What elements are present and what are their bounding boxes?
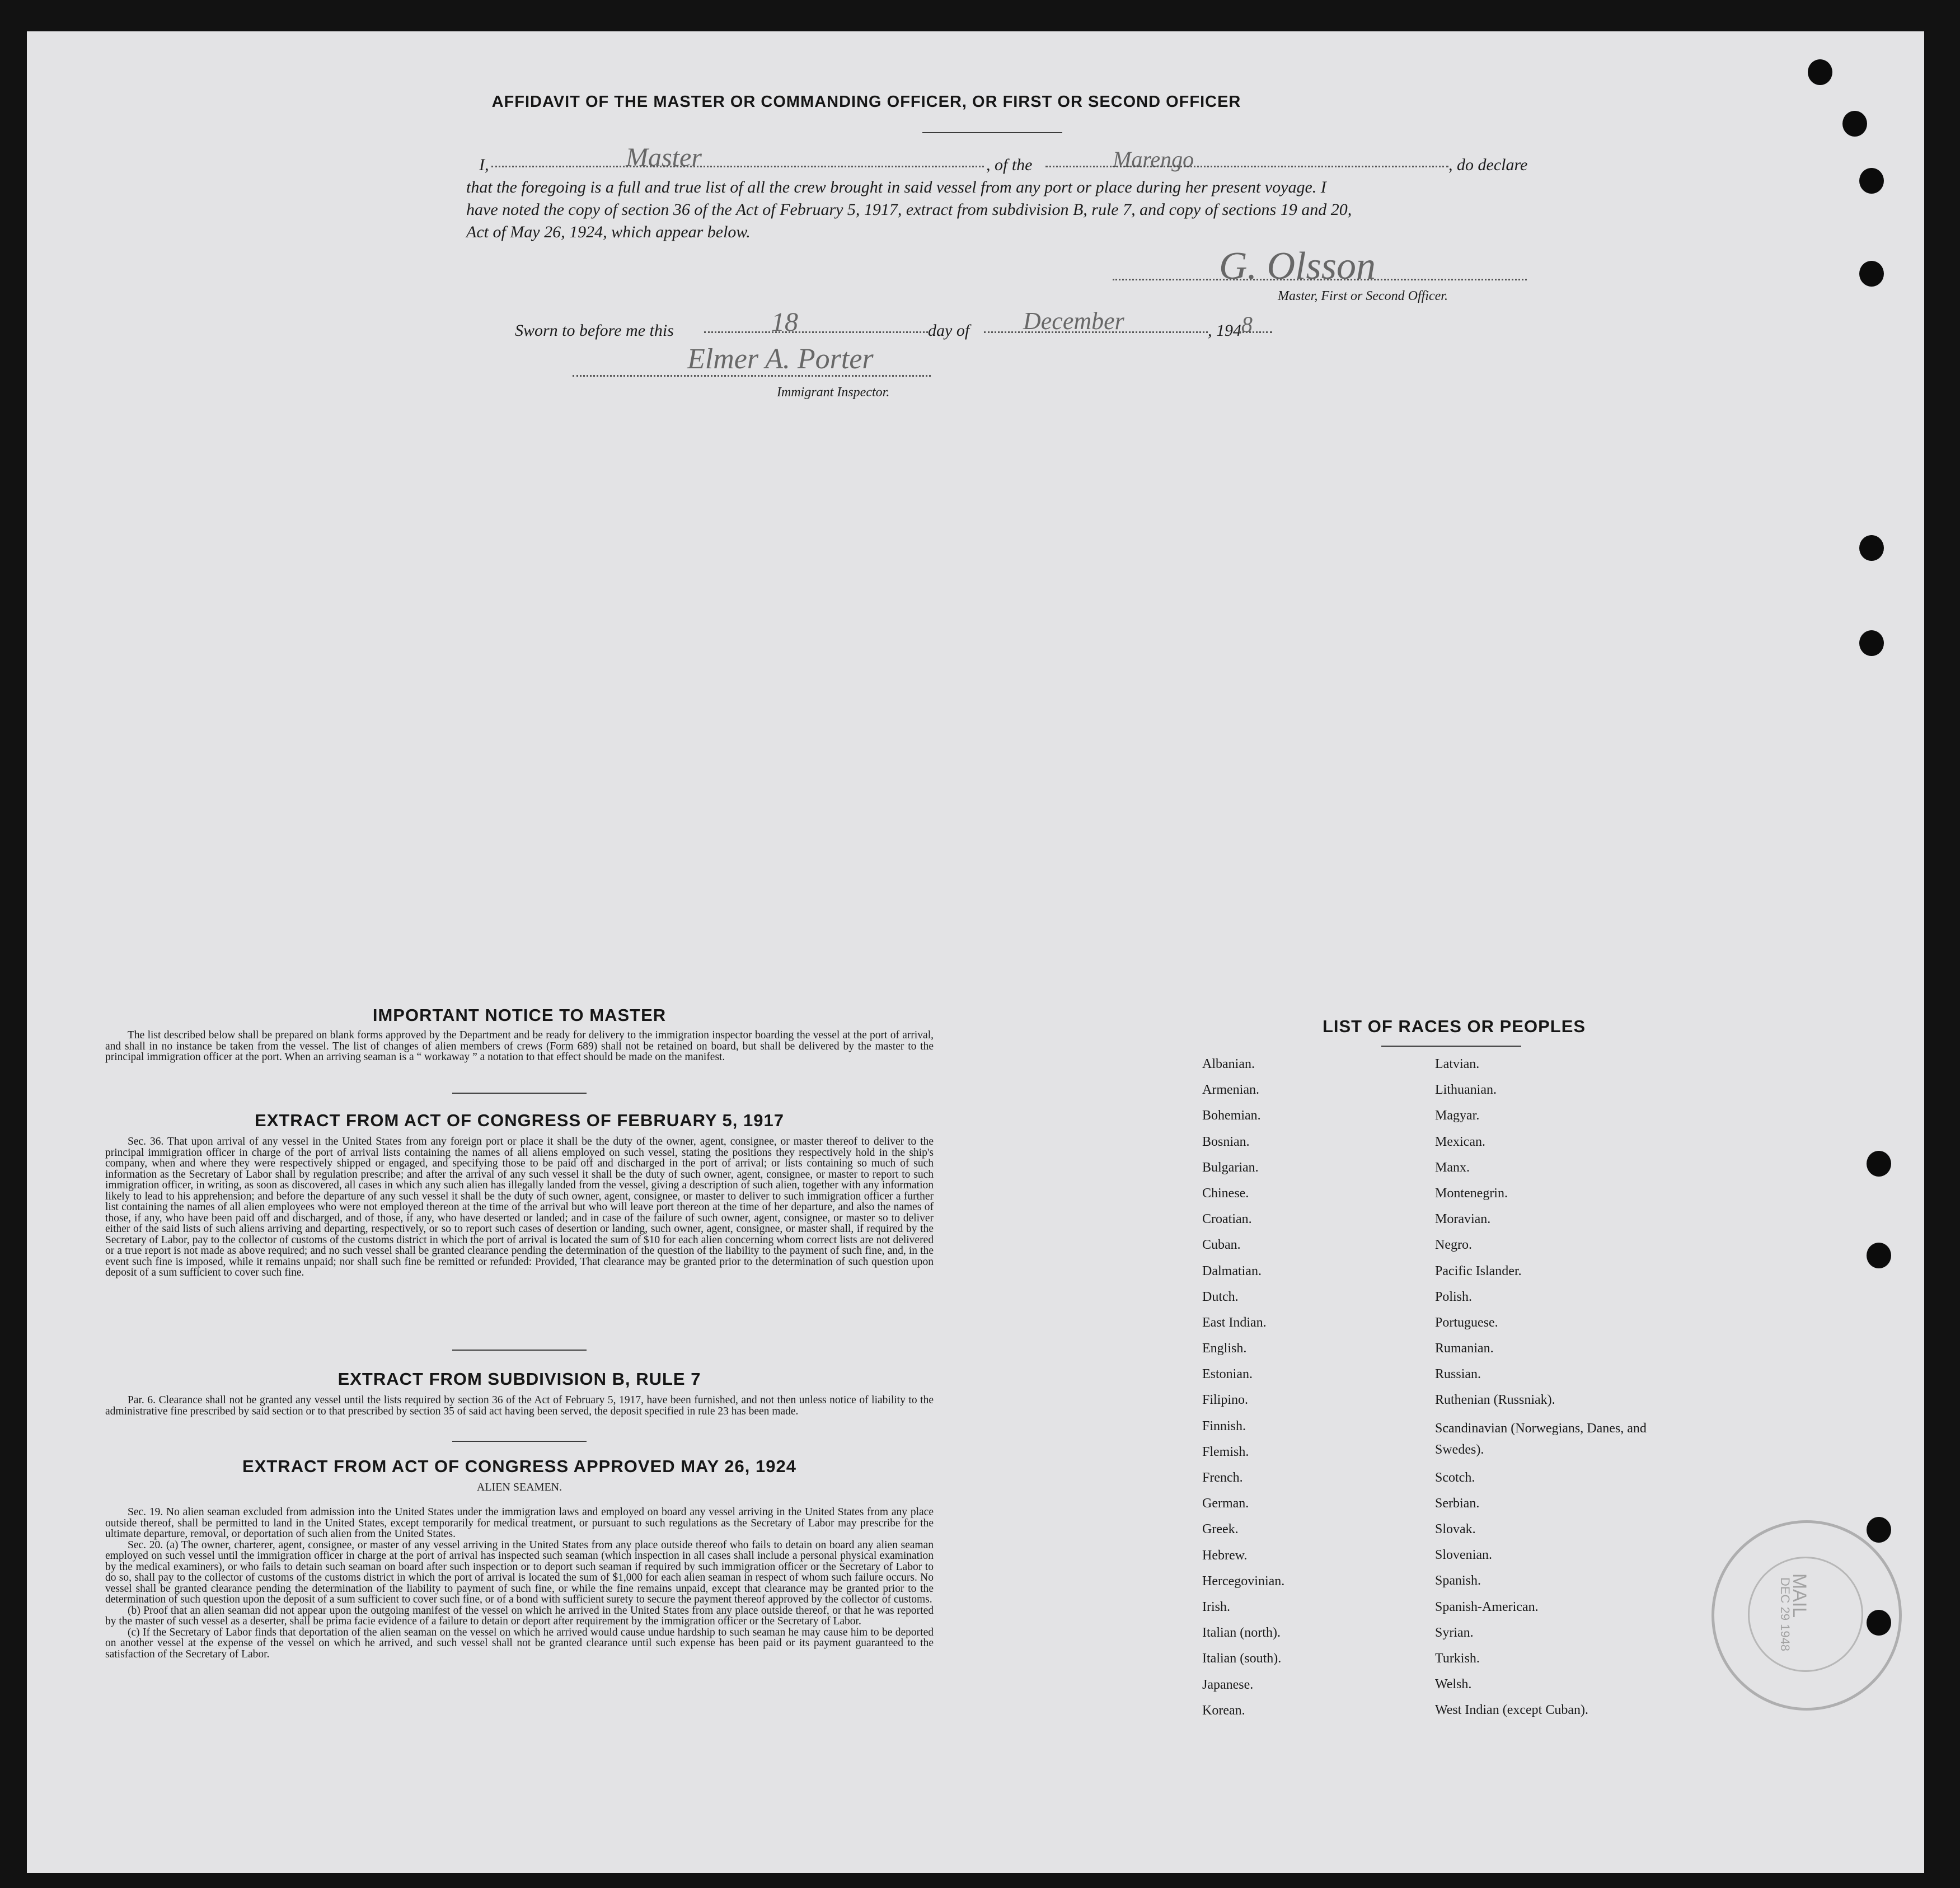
races-title: LIST OF RACES OR PEOPLES (1322, 1016, 1586, 1036)
race-item: Turkish. (1435, 1651, 1480, 1666)
inspector-signature-line (573, 375, 931, 377)
race-item: Serbian. (1435, 1496, 1480, 1511)
stamp-date: DEC 29 1948 (1778, 1577, 1793, 1652)
race-item: Russian. (1435, 1367, 1481, 1382)
race-item: Scotch. (1435, 1470, 1475, 1485)
affidavit-line3: have noted the copy of section 36 of the Act of February 5, 1917, extract from subdivision B, rule 7, and copy of sections 19 and 20, (466, 200, 1352, 219)
notice-paragraph: The list described below shall be prepared on blank forms approved by the Department and be ready for delivery to the immigration inspector boarding the vessel at the port of arrival, and shall in no instance be taken from the vessel. The list of changes of alien members of crews (Form 689) shall not be retained on board, but shall be delivered by the master to the principal immigration officer at the port. When an arriving seaman is a “ workaway ” a notation to that effect should be made on the manifest. (105, 1029, 934, 1063)
affidavit-i: I, (479, 156, 489, 174)
extract-rule7-title: EXTRACT FROM SUBDIVISION B, RULE 7 (337, 1369, 701, 1389)
race-item: Ruthenian (Russniak). (1435, 1393, 1555, 1408)
race-item: Hercegovinian. (1202, 1573, 1285, 1589)
race-item: French. (1202, 1470, 1243, 1485)
race-item: Korean. (1202, 1703, 1245, 1718)
race-item: Armenian. (1202, 1083, 1259, 1098)
race-item: Syrian. (1435, 1625, 1474, 1640)
race-item: Moravian. (1435, 1212, 1491, 1227)
extract-1917-paragraph: Sec. 36. That upon arrival of any vessel in the United States from any foreign port or place it shall be the duty of the owner, agent, consignee, or master thereof to deliver to the principal immigration officer in charge of the port of arrival lists containing the names of all aliens employed on such vessel, stating the positions they respectively hold in the ship's company, when and where they were respectively shipped or engaged, and specifying those to be paid off and discharged in the port of arrival; or lists containing so much of such information as the Secretary of Labor shall by regulation prescribe; and after the arrival of any such vessel it shall be the duty of such owner, agent, consignee, or master to report to such immigration officer, in writing, as soon as discovered, all cases in which any such alien has illegally landed from the vessel, giving a description of such alien, together with any information likely to lead to his apprehension; and before the departure of any such vessel it shall be the duty of such owner, agent, consignee, or master to deliver to such immigration officer a further list containing the names of all alien employees who were not employed thereon at the time of the arrival but who will leave port thereon at the time of her departure, and also the names of those, if any, who have been paid off and discharged, and of those, if any, who have deserted or landed; and in case of the failure of such owner, agent, consignee, or master so to deliver either of the said lists of such aliens arriving and departing, respectively, or so to report such cases of desertion or landing, such owner, agent, consignee, or master shall, if required by the Secretary of Labor, pay to the collector of customs of the customs district in which the port of arrival is located the sum of $10 for each alien concerning whom correct lists are not delivered or a true report is not made as above required; and no such vessel shall be granted clearance pending the determination of the question of the liability to the payment of such fine, and, in the event such fine is imposed, while it remains unpaid; nor shall such fine be remitted or refunded: Provided, That clearance may be granted prior to the determination of such question upon deposit of a sum sufficient to cover such fine. (105, 1136, 934, 1278)
punch-hole (1808, 59, 1832, 85)
race-item: Manx. (1435, 1160, 1470, 1175)
punch-hole (1859, 261, 1884, 287)
punch-hole (1859, 535, 1884, 561)
punch-hole (1842, 111, 1867, 137)
year-handwritten: 8 (1241, 312, 1253, 337)
race-item: Chinese. (1202, 1186, 1249, 1201)
race-item: Rumanian. (1435, 1341, 1494, 1356)
extract-1924-subtitle: ALIEN SEAMEN. (476, 1481, 562, 1493)
do-declare-label: , do declare (1448, 156, 1528, 174)
race-item: Bulgarian. (1202, 1160, 1259, 1175)
race-item: Lithuanian. (1435, 1083, 1497, 1098)
extract-1917-text (105, 1136, 934, 1278)
notice-text (105, 1030, 934, 1063)
race-item: Slovenian. (1435, 1548, 1492, 1563)
race-item: Welsh. (1435, 1677, 1472, 1692)
affidavit-title: AFFIDAVIT OF THE MASTER OR COMMANDING OFFICER, OR FIRST OR SECOND OFFICER (491, 93, 1241, 111)
race-item: Bosnian. (1202, 1134, 1250, 1149)
race-item: German. (1202, 1496, 1249, 1511)
of-the-label: , of the (986, 156, 1033, 174)
extract-rule7-paragraph: Par. 6. Clearance shall not be granted any vessel until the lists required by section 36 of the Act of February 5, 1917, have been furnished, and not then unless notice of liability to the administrative fine prescribed by said section or to that prescribed by section 35 of said act having been served, the deposit specified in rule 23 has been made. (105, 1394, 934, 1417)
race-item: West Indian (except Cuban). (1435, 1703, 1588, 1718)
race-item: Albanian. (1202, 1057, 1255, 1071)
extract-1924-text (105, 1507, 934, 1660)
race-item: East Indian. (1202, 1315, 1267, 1330)
sec20c-paragraph: (c) If the Secretary of Labor finds that deportation of the alien seaman on the vessel on which he arrived would cause undue hardship to such seaman he may cause him to be deported on another vessel at the expense of the vessel on which he arrived, and such vessel shall not be granted clearance until such expense has been paid or its payment guaranteed to the satisfaction of the Secretary of Labor. (105, 1626, 934, 1660)
punch-hole (1867, 1517, 1891, 1543)
race-item: Slovak. (1435, 1522, 1476, 1536)
day-of-label: day of (928, 321, 970, 340)
race-item: Italian (north). (1202, 1625, 1281, 1641)
race-item: Dalmatian. (1202, 1263, 1262, 1278)
race-item: Finnish. (1202, 1418, 1246, 1433)
month-handwritten: December (1023, 307, 1124, 335)
extract-rule7-text (105, 1395, 934, 1417)
year-prefix: , 194 (1208, 321, 1241, 340)
sec19-paragraph: Sec. 19. No alien seaman excluded from admission into the United States under the immigration laws and employed on board any vessel arriving in the United States from any place outside thereof, shall be permitted to land in the United States, except temporarily for medical treatment, or pursuant to such regulations as the Secretary of Labor may prescribe for the ultimate departure, removal, or deportation of such alien from the United States. (105, 1506, 934, 1540)
race-item: Japanese. (1202, 1677, 1254, 1692)
stamp-word: MAIL (1789, 1573, 1811, 1618)
race-item: Portuguese. (1435, 1315, 1498, 1330)
notice-divider (452, 1093, 587, 1094)
extract-1917-title: EXTRACT FROM ACT OF CONGRESS OF FEBRUARY 5, 1917 (255, 1111, 784, 1130)
race-item: Estonian. (1202, 1367, 1253, 1382)
race-item: Latvian. (1435, 1057, 1480, 1071)
vessel-name-handwritten: Marengo (1113, 147, 1194, 172)
race-item: Dutch. (1202, 1289, 1239, 1304)
race-item: Flemish. (1202, 1444, 1249, 1459)
sworn-label: Sworn to before me this (515, 321, 674, 340)
day-handwritten: 18 (771, 307, 798, 337)
race-item: Croatian. (1202, 1212, 1252, 1227)
race-item: Cuban. (1202, 1238, 1241, 1253)
extract-1924-title: EXTRACT FROM ACT OF CONGRESS APPROVED MAY 26, 1924 (242, 1456, 796, 1476)
race-item: Mexican. (1435, 1134, 1485, 1149)
vessel-name-field (1045, 166, 1448, 167)
race-item: Negro. (1435, 1238, 1472, 1253)
race-item: Scandinavian (Norwegians, Danes, and Swedes). (1435, 1421, 1647, 1457)
punch-hole (1859, 168, 1884, 194)
punch-hole (1867, 1151, 1891, 1177)
title-divider (922, 132, 1062, 133)
master-name-field (491, 166, 984, 167)
race-item: Irish. (1202, 1599, 1230, 1614)
officer-signature: G. Olsson (1219, 245, 1376, 288)
race-item: Filipino. (1202, 1393, 1249, 1408)
inspector-signature: Elmer A. Porter (687, 343, 874, 375)
year-field (1239, 331, 1272, 333)
affidavit-line2: that the foregoing is a full and true list of all the crew brought in said vessel from any port or place during her present voyage. I (466, 178, 1326, 196)
race-item: Spanish. (1435, 1573, 1481, 1589)
notice-title: IMPORTANT NOTICE TO MASTER (372, 1005, 667, 1025)
day-field (704, 331, 928, 333)
affidavit-line4: Act of May 26, 1924, which appear below. (466, 223, 751, 241)
race-item: Spanish-American. (1435, 1599, 1539, 1614)
race-item: Bohemian. (1202, 1108, 1261, 1123)
race-item: Italian (south). (1202, 1651, 1282, 1666)
punch-hole (1867, 1610, 1891, 1636)
race-item: Hebrew. (1202, 1548, 1248, 1563)
officer-caption: Master, First or Second Officer. (1278, 289, 1448, 303)
sec20b-paragraph: (b) Proof that an alien seaman did not appear upon the outgoing manifest of the vessel on which he arrived in the United States from any place outside thereof, or that he was reported by the master of such vessel as a deserter, shall be prima facie evidence of a failure to detain or deport after requirement by the immigration officer or the Secretary of Labor. (105, 1604, 934, 1627)
punch-hole (1859, 630, 1884, 656)
extract-1917-divider (452, 1350, 587, 1351)
officer-signature-line (1113, 279, 1527, 280)
race-item: Pacific Islander. (1435, 1263, 1522, 1278)
document-page (27, 31, 1924, 1873)
races-column-1 (1202, 1056, 1426, 1728)
punch-hole (1867, 1243, 1891, 1268)
race-item: Greek. (1202, 1522, 1239, 1537)
race-item: Magyar. (1435, 1108, 1480, 1123)
inspector-caption: Immigrant Inspector. (777, 385, 890, 400)
master-name-handwritten: Master (626, 143, 702, 172)
race-item: Polish. (1435, 1289, 1473, 1304)
races-column-2 (1435, 1056, 1670, 1728)
race-item: Montenegrin. (1435, 1186, 1508, 1201)
races-divider (1381, 1046, 1521, 1047)
sec20a-paragraph: Sec. 20. (a) The owner, charterer, agent, consignee, or master of any vessel arriving in the United States from any place outside thereof who fails to detain on board any alien seaman employed on such vessel until the immigration officer in charge at the port of arrival has inspected such seaman (which inspection in all cases shall include a personal physical examination by the medical examiners), or who fails to detain such seaman on board after such inspection or to deport such seaman if required by such immigration officer or the Secretary of Labor to do so, shall pay to the collector of customs of the customs district in which the port of arrival is located the sum of $1,000 for each alien seaman in respect of whom such failure occurs. No vessel shall be granted clearance pending the determination of the liability to payment of such fine, or while the fine remains unpaid, except that clearance may be granted prior to the determination of such question upon the deposit of a sum sufficient to cover such fine, or of a bond with sufficient surety to secure the payment thereof approved by the collector of customs. (105, 1539, 934, 1605)
race-item: English. (1202, 1341, 1247, 1356)
extract-rule7-divider (452, 1441, 587, 1442)
